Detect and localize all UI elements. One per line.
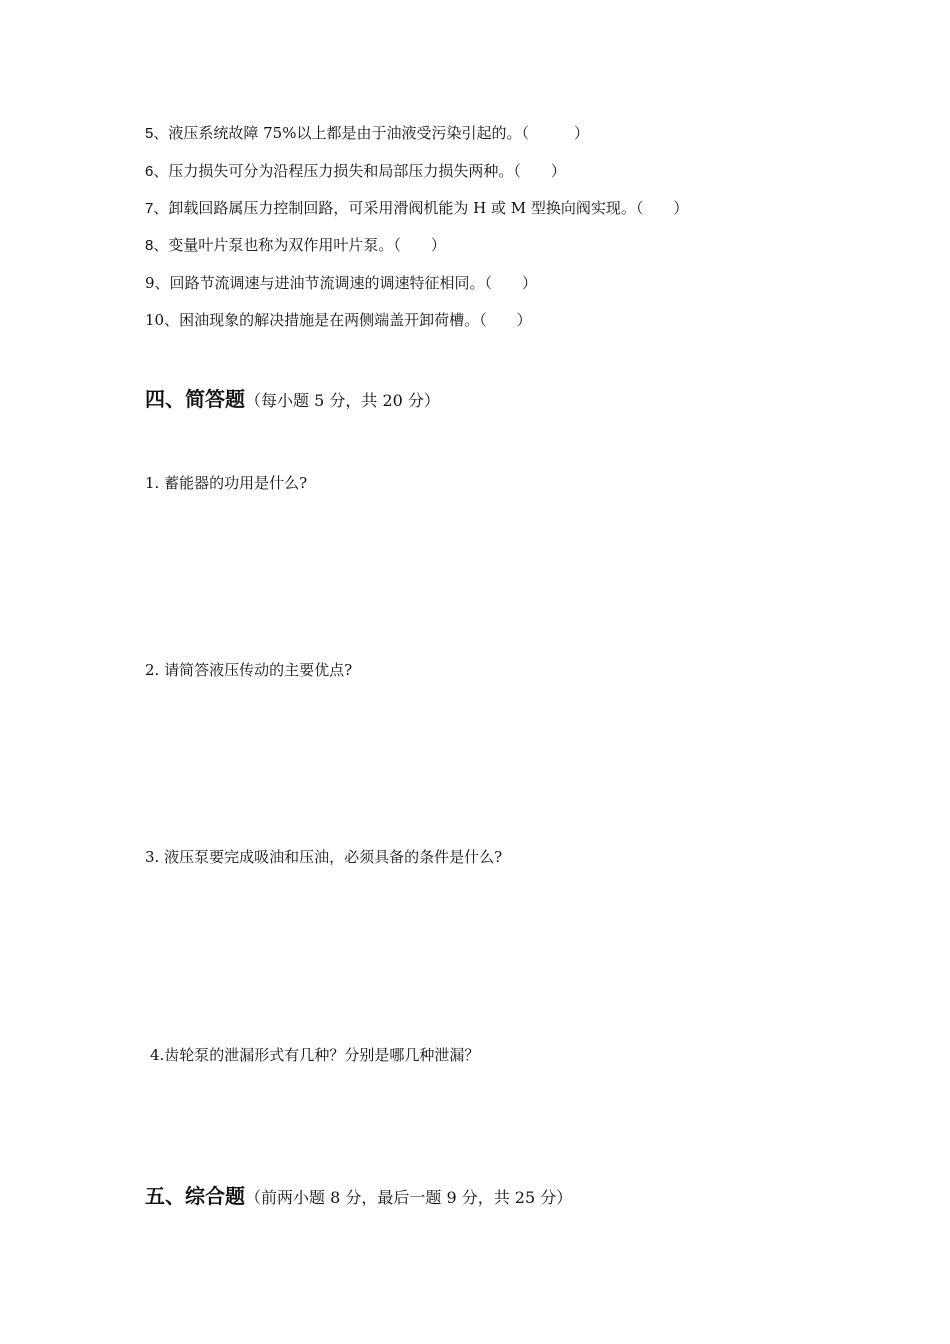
true-false-item-5	[145, 123, 589, 144]
section-4-note: （每小题 5 分，共 20 分）	[245, 391, 440, 410]
item-text: 、压力损失可分为沿程压力损失和局部压力损失两种。（ ）	[153, 162, 566, 180]
short-answer-question-2: 2. 请简答液压传动的主要优点?	[145, 661, 353, 679]
section-5-title: 五、综合题	[145, 1184, 245, 1208]
item-number: 8	[145, 237, 154, 254]
true-false-item-9	[145, 273, 537, 293]
true-false-item-8	[145, 235, 446, 256]
section-5-note: （前两小题 8 分，最后一题 9 分，共 25 分）	[245, 1188, 573, 1207]
item-number: 6	[145, 163, 154, 180]
item-number: 7	[145, 200, 154, 217]
section-5-heading	[145, 1183, 572, 1211]
short-answer-question-4: 4.齿轮泵的泄漏形式有几种？分别是哪几种泄漏？	[150, 1046, 480, 1064]
item-text: 、液压系统故障 75%以上都是由于油液受污染引起的。（ ）	[153, 124, 589, 142]
item-text: 、困油现象的解决措施是在两侧端盖开卸荷槽。（ ）	[164, 311, 532, 329]
true-false-item-6	[145, 161, 566, 182]
short-answer-question-3: 3. 液压泵要完成吸油和压油，必须具备的条件是什么?	[145, 848, 503, 866]
item-number: 5	[145, 125, 154, 142]
item-text: 、回路节流调速与进油节流调速的调速特征相同。（ ）	[154, 274, 538, 292]
item-number: 9	[145, 274, 155, 292]
true-false-item-7	[145, 198, 688, 219]
short-answer-question-1: 1. 蓄能器的功用是什么?	[145, 474, 308, 492]
item-text: 、卸载回路属压力控制回路，可采用滑阀机能为 H 或 M 型换向阀实现。（ ）	[153, 199, 689, 217]
true-false-item-10	[145, 310, 532, 330]
item-number: 10	[145, 311, 165, 329]
section-4-title: 四、简答题	[145, 387, 245, 411]
item-text: 、变量叶片泵也称为双作用叶片泵。（ ）	[153, 236, 446, 254]
section-4-heading	[145, 386, 440, 414]
